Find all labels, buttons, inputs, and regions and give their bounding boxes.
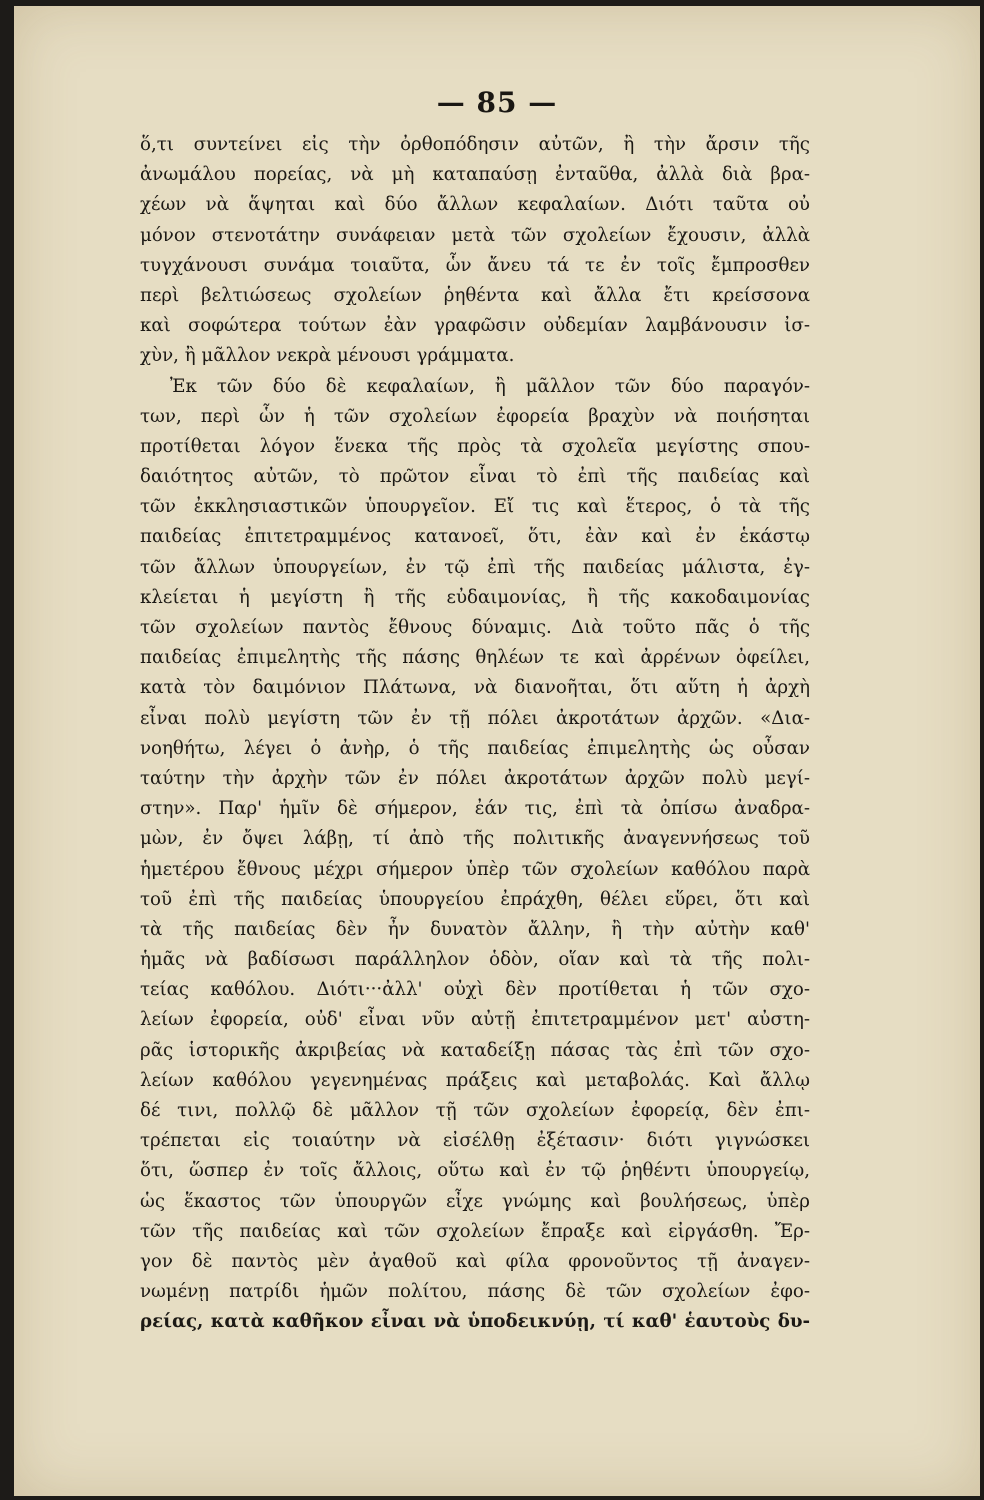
- text-line: ρείας, κατὰ καθῆκον εἶναι νὰ ὑποδεικνύῃ, τί καθ' ἑαυτοὺς δυ-: [140, 1311, 810, 1333]
- text-line: δαιότητος αὐτῶν, τὸ πρῶτον εἶναι τὸ ἐπὶ τῆς παιδείας καὶ: [140, 466, 810, 488]
- text-line: προτίθεται λόγον ἕνεκα τῆς πρὸς τὰ σχολεῖα μεγίστης σπου-: [140, 435, 810, 457]
- text-line: τρέπεται εἰς τοιαύτην νὰ εἰσέλθῃ ἐξέτασιν· διότι γιγνώσκει: [140, 1130, 810, 1152]
- text-line: ταύτην τὴν ἀρχὴν τῶν ἐν πόλει ἀκροτάτων ἀρχῶν πολὺ μεγί-: [140, 767, 810, 789]
- text-line: ἀνωμάλου πορείας, νὰ μὴ καταπαύσῃ ἐνταῦθα, ἀλλὰ διὰ βρα-: [140, 164, 810, 186]
- text-line: Ἐκ τῶν δύο δὲ κεφαλαίων, ἢ μᾶλλον τῶν δύο παραγόν-: [170, 375, 810, 397]
- text-line: νοηθήτω, λέγει ὁ ἀνὴρ, ὁ τῆς παιδείας ἐπιμελητὴς ὡς οὖσαν: [140, 737, 810, 759]
- text-line: τείας καθόλου. Διότι···ἀλλ' οὐχὶ δὲν προτίθεται ἡ τῶν σχο-: [140, 979, 810, 1001]
- text-line: χέων νὰ ἅψηται καὶ δύο ἄλλων κεφαλαίων. Διότι ταῦτα οὐ: [140, 194, 810, 216]
- text-line: περὶ βελτιώσεως σχολείων ῥηθέντα καὶ ἄλλα ἔτι κρείσσονα: [140, 284, 810, 306]
- text-line: τυγχάνουσι συνάμα τοιαῦτα, ὧν ἄνευ τά τε ἐν τοῖς ἔμπροσθεν: [140, 254, 810, 276]
- text-line: τῶν ἄλλων ὑπουργείων, ἐν τῷ ἐπὶ τῆς παιδείας μάλιστα, ἐγ-: [140, 556, 810, 578]
- text-line: των, περὶ ὧν ἡ τῶν σχολείων ἐφορεία βραχὺν νὰ ποιήσηται: [140, 405, 810, 427]
- text-line: καὶ σοφώτερα τούτων ἐὰν γραφῶσιν οὐδεμίαν λαμβάνουσιν ἰσ-: [140, 315, 810, 337]
- text-line: εἶναι πολὺ μεγίστη τῶν ἐν τῇ πόλει ἀκροτάτων ἀρχῶν. «Δια-: [140, 707, 810, 729]
- text-line: στην». Παρ' ἡμῖν δὲ σήμερον, ἐάν τις, ἐπὶ τὰ ὀπίσω ἀναδρα-: [140, 798, 810, 820]
- text-line: δέ τινι, πολλῷ δὲ μᾶλλον τῇ τῶν σχολείων ἐφορείᾳ, δὲν ἐπι-: [140, 1100, 810, 1121]
- text-line: λείων ἐφορεία, οὐδ' εἶναι νῦν αὐτῇ ἐπιτετραμμένον μετ' αὐστη-: [140, 1009, 810, 1031]
- text-line: ρᾶς ἱστορικῆς ἀκριβείας νὰ καταδείξῃ πάσας τὰς ἐπὶ τῶν σχο-: [140, 1039, 810, 1061]
- text-line: παιδείας ἐπιτετραμμένος κατανοεῖ, ὅτι, ἐὰν καὶ ἐν ἑκάστῳ: [140, 526, 810, 548]
- text-line: τῶν ἐκκλησιαστικῶν ὑπουργεῖον. Εἴ τις καὶ ἕτερος, ὁ τὰ τῆς: [140, 496, 810, 518]
- book-page: [14, 6, 980, 1496]
- text-line: τοῦ ἐπὶ τῆς παιδείας ὑπουργείου ἐπράχθη, θέλει εὕρει, ὅτι καὶ: [140, 888, 810, 910]
- body-text: [140, 130, 810, 1338]
- text-line: χὺν, ἢ μᾶλλον νεκρὰ μένουσι γράμματα.: [140, 345, 515, 367]
- text-line: τὰ τῆς παιδείας δὲν ἦν δυνατὸν ἄλλην, ἢ τὴν αὐτὴν καθ': [140, 918, 810, 940]
- text-line: τῶν σχολείων παντὸς ἔθνους δύναμις. Διὰ τοῦτο πᾶς ὁ τῆς: [140, 617, 810, 638]
- text-line: ὅ,τι συντείνει εἰς τὴν ὀρθοπόδησιν αὐτῶν, ἢ τὴν ἄρσιν τῆς: [140, 134, 810, 155]
- text-line: παιδείας ἐπιμελητὴς τῆς πάσης θηλέων τε καὶ ἀρρένων ὀφείλει,: [140, 647, 810, 669]
- text-line: ἡμετέρου ἔθνους μέχρι σήμερον ὑπὲρ τῶν σχολείων καθόλου παρὰ: [140, 858, 810, 880]
- text-line: μὼν, ἐν ὄψει λάβῃ, τί ἀπὸ τῆς πολιτικῆς ἀναγεννήσεως τοῦ: [140, 828, 810, 850]
- text-line: τῶν τῆς παιδείας καὶ τῶν σχολείων ἔπραξε καὶ εἰργάσθη. Ἔρ-: [140, 1220, 810, 1242]
- text-line: ἡμᾶς νὰ βαδίσωσι παράλληλον ὁδὸν, οἵαν καὶ τὰ τῆς πολι-: [140, 949, 810, 971]
- text-line: ὅτι, ὥσπερ ἐν τοῖς ἄλλοις, οὕτω καὶ ἐν τῷ ῥηθέντι ὑπουργείῳ,: [140, 1160, 810, 1182]
- text-line: γον δὲ παντὸς μὲν ἀγαθοῦ καὶ φίλα φρονοῦντος τῇ ἀναγεν-: [140, 1250, 810, 1272]
- text-line: νωμένῃ πατρίδι ἡμῶν πολίτου, πάσης δὲ τῶν σχολείων ἐφο-: [140, 1281, 810, 1303]
- page-number: — 85 —: [436, 86, 558, 119]
- text-line: ὡς ἕκαστος τῶν ὑπουργῶν εἶχε γνώμης καὶ βουλήσεως, ὑπὲρ: [140, 1190, 810, 1212]
- text-line: μόνον στενοτάτην συνάφειαν μετὰ τῶν σχολείων ἔχουσιν, ἀλλὰ: [140, 224, 810, 246]
- text-line: κλείεται ἡ μεγίστη ἢ τῆς εὐδαιμονίας, ἢ τῆς κακοδαιμονίας: [140, 586, 810, 608]
- text-line: κατὰ τὸν δαιμόνιον Πλάτωνα, νὰ διανοῆται, ὅτι αὕτη ἡ ἀρχὴ: [140, 677, 810, 699]
- text-line: λείων καθόλου γεγενημένας πράξεις καὶ μεταβολάς. Καὶ ἄλλῳ: [140, 1069, 810, 1091]
